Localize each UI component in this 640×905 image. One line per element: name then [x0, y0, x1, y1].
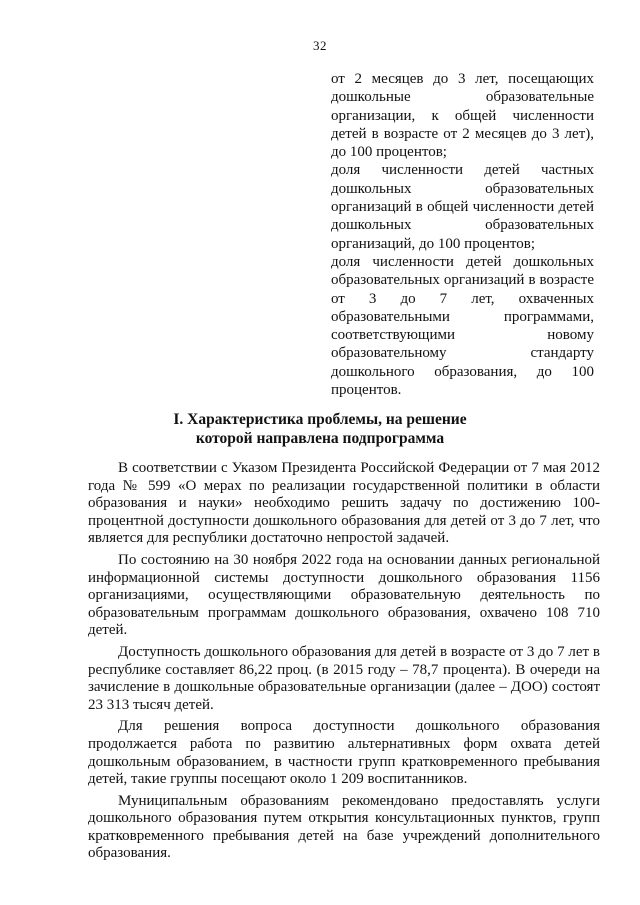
indicator-item: доля численности детей дошкольных образовательных организаций в возрасте от 3 до 7 лет, охваченных образовательными программами, соответствующими новому образовательному стандарту дошкольного образования, до 100 процентов.: [331, 253, 594, 399]
paragraph: В соответствии с Указом Президента Российской Федерации от 7 мая 2012 года № 599 «О мерах по реализации государственной политики в области образования и науки» необходимо решить задачу по достижению 100-процентной доступности дошкольного образования для детей от 3 до 7 лет, что является для республики достаточно непростой задачей.: [88, 460, 600, 547]
body-text: [88, 460, 600, 867]
section-title-line: которой направлена подпрограмма: [195, 430, 445, 447]
paragraph: Для решения вопроса доступности дошкольного образования продолжается работа по развитию альтернативных форм охвата детей дошкольным образованием, в частности групп кратковременного пребывания детей, такие группы посещают около 1 209 воспитанников.: [88, 718, 600, 788]
section-title: [0, 410, 640, 448]
paragraph: Доступность дошкольного образования для детей в возрасте от 3 до 7 лет в республике составляет 86,22 проц. (в 2015 году – 78,7 процента). В очереди на зачисление в дошкольные образовательные организации (далее – ДОО) состоят 23 313 тысяч детей.: [88, 643, 600, 713]
page-number: 32: [313, 38, 327, 53]
paragraph: Муниципальным образованиям рекомендовано предоставлять услуги дошкольного образования путем открытия консультационных пунктов, групп кратковременного пребывания детей на базе учреждений дополнительного образования.: [88, 792, 600, 862]
paragraph: По состоянию на 30 ноября 2022 года на основании данных региональной информационной системы доступности дошкольного образования 1156 организациями, осуществляющими образовательную деятельность по образовательным программам дошкольного образования, охвачено 108 710 детей.: [88, 551, 600, 639]
indicator-item: доля численности детей частных дошкольных образовательных организаций в общей численности детей дошкольных образовательных организаций, до 100 процентов;: [331, 162, 594, 252]
indicator-item: от 2 месяцев до 3 лет, посещающих дошкольные образовательные организации, к общей численности детей в возрасте от 2 месяцев до 3 лет), до 100 процентов;: [331, 71, 594, 161]
section-title-line: I. Характеристика проблемы, на решение: [173, 411, 467, 428]
indicators-list: [331, 70, 594, 399]
